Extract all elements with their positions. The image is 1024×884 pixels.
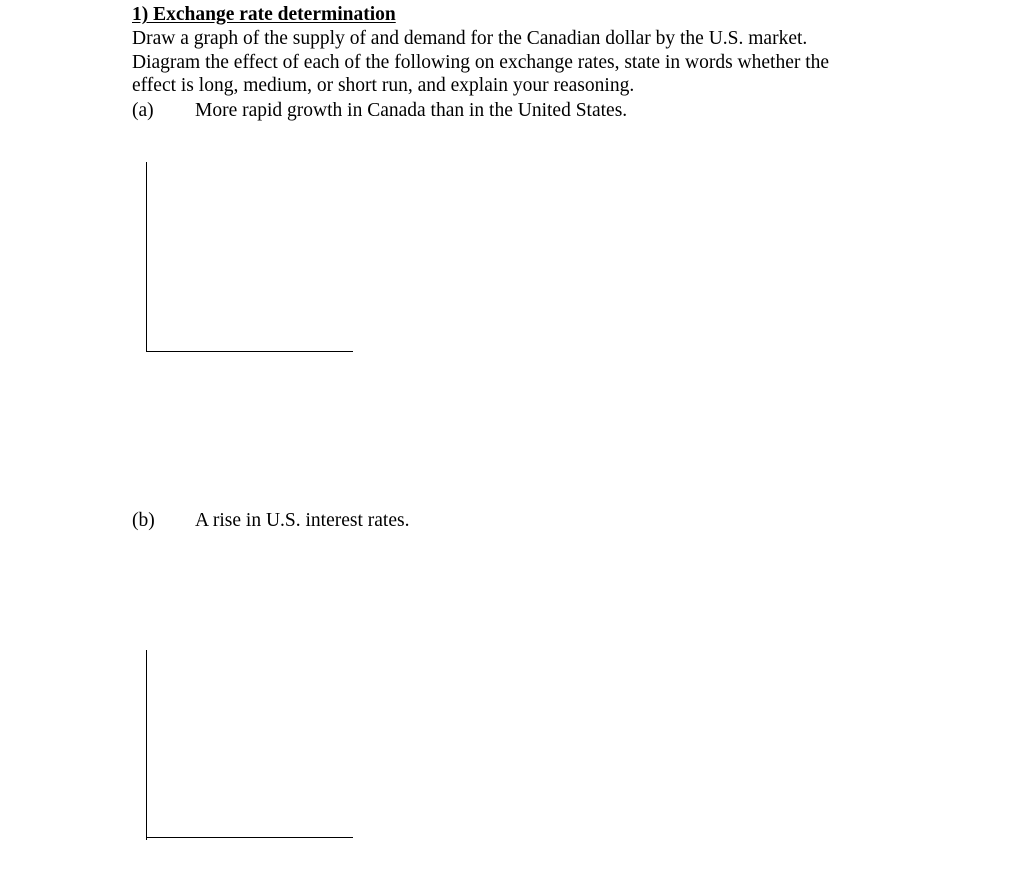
- question-heading: 1) Exchange rate determination: [132, 4, 396, 25]
- y-axis-line: [146, 162, 147, 352]
- instruction-line: Diagram the effect of each of the following on exchange rates, state in words whether the: [132, 51, 830, 73]
- question-instructions: [132, 27, 932, 98]
- x-axis-line: [146, 351, 353, 352]
- part-a-label: (a): [132, 100, 154, 121]
- instruction-line: Draw a graph of the supply of and demand for the Canadian dollar by the U.S. market.: [132, 28, 808, 49]
- instruction-line: effect is long, medium, or short run, and explain your reasoning.: [132, 75, 635, 97]
- y-axis-line: [146, 650, 147, 840]
- x-axis-line: [146, 837, 353, 838]
- part-b: [132, 509, 409, 532]
- part-b-text: A rise in U.S. interest rates.: [195, 510, 410, 531]
- part-a: [132, 99, 627, 122]
- graph-axes-a: [146, 162, 353, 352]
- part-b-label: (b): [132, 510, 155, 531]
- part-a-text: More rapid growth in Canada than in the United States.: [195, 100, 628, 121]
- graph-axes-b: [146, 650, 353, 840]
